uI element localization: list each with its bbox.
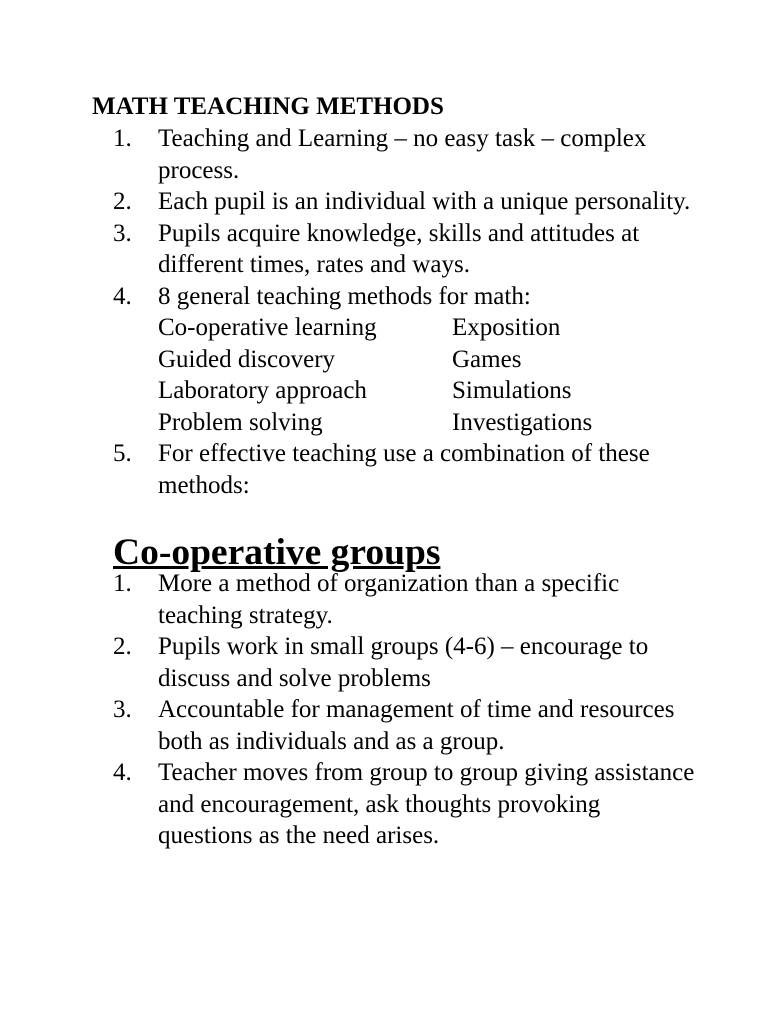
method-co-operative-learning: Co-operative learning <box>158 314 377 341</box>
method-investigations: Investigations <box>452 408 593 436</box>
item-number: 1. <box>113 570 132 597</box>
item-text: More a method of organization than a specific teaching strategy. <box>158 570 620 629</box>
method-problem-solving: Problem solving <box>158 408 323 436</box>
item-text: 8 general teaching methods for math: <box>158 282 531 310</box>
item-text: Teaching and Learning – no easy task – complex process. <box>158 125 647 184</box>
item-text: Accountable for management of time and resources both as individuals and as a group. <box>158 696 675 755</box>
list-item <box>0 218 700 281</box>
intro-list <box>0 123 700 501</box>
method-laboratory-approach: Laboratory approach <box>158 377 367 404</box>
item-text: Each pupil is an individual with a unique personality. <box>158 188 691 215</box>
list-item <box>0 757 700 852</box>
document-title: MATH TEACHING METHODS <box>92 93 444 120</box>
method-simulations: Simulations <box>452 377 572 404</box>
item-number: 5. <box>113 440 132 467</box>
methods-grid <box>158 312 700 438</box>
co-operative-groups-list <box>0 568 700 852</box>
list-item <box>0 123 700 186</box>
item-number: 3. <box>113 219 132 247</box>
item-number: 2. <box>113 633 132 660</box>
section-heading: Co-operative groups <box>113 532 441 573</box>
item-number: 2. <box>113 188 132 215</box>
list-item <box>0 186 700 218</box>
item-number: 3. <box>113 696 132 723</box>
item-number: 4. <box>113 759 132 786</box>
method-games: Games <box>452 345 522 373</box>
list-item <box>0 694 700 757</box>
item-number: 4. <box>113 282 132 310</box>
method-guided-discovery: Guided discovery <box>158 345 336 373</box>
item-text: For effective teaching use a combination of these methods: <box>158 440 650 499</box>
list-item <box>0 631 700 694</box>
list-item <box>0 281 700 439</box>
item-text: Pupils work in small groups (4-6) – encourage to discuss and solve problems <box>158 633 649 692</box>
item-text: Teacher moves from group to group giving assistance and encouragement, ask thoughts provoking questions as the need arises. <box>158 759 695 849</box>
method-exposition: Exposition <box>452 314 561 341</box>
list-item <box>0 568 700 631</box>
item-text: Pupils acquire knowledge, skills and attitudes at different times, rates and ways. <box>158 219 640 278</box>
list-item <box>0 438 700 501</box>
item-number: 1. <box>113 125 132 152</box>
